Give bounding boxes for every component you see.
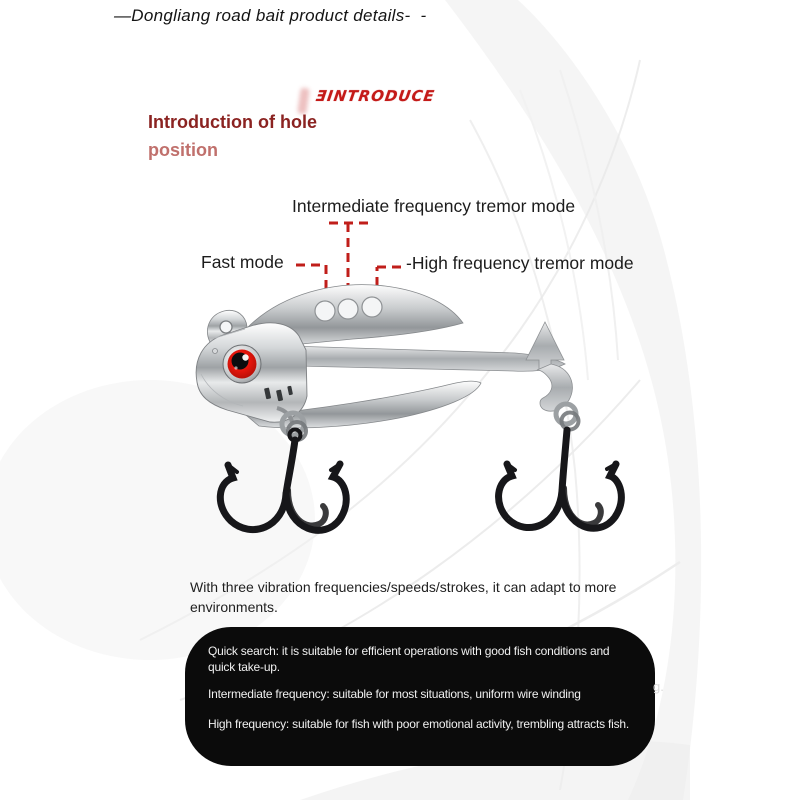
- info-item-quick-search: Quick search: it is suitable for efficient operations with good fish conditions and quick take-up.: [208, 644, 610, 674]
- introduce-badge: ƎINTRODUCE: [314, 87, 437, 105]
- lure-middle-blade: [286, 346, 565, 371]
- fishing-lure-image: [185, 278, 635, 588]
- rear-treble-hook: [499, 430, 622, 528]
- lure-hole-intermediate: [338, 299, 358, 319]
- callout-high-label: -High frequency tremor mode: [406, 253, 634, 273]
- lure-screw: [213, 349, 218, 354]
- lure-eye-glint: [242, 354, 248, 360]
- lure-eye-glint-small: [234, 366, 237, 369]
- callout-intermediate-label: Intermediate frequency tremor mode: [292, 196, 576, 216]
- overflow-text-fragment: g.: [653, 679, 664, 694]
- info-item-intermediate-frequency: Intermediate frequency: suitable for most situations, uniform wire winding: [208, 686, 581, 701]
- lure-hole-high: [362, 297, 382, 317]
- front-treble-hook: [220, 430, 346, 531]
- lure-line-tie-hole: [220, 321, 232, 333]
- heading-line2: position: [148, 140, 218, 160]
- caption-text: With three vibration frequencies/speeds/strokes, it can adapt to more environments.: [190, 579, 617, 616]
- lure-hole-fast: [315, 301, 335, 321]
- heading-line1: Introduction of hole: [148, 112, 317, 132]
- callout-fast-label: Fast mode: [201, 252, 284, 272]
- info-box: [185, 627, 655, 766]
- info-item-high-frequency: High frequency: suitable for fish with poor emotional activity, trembling attracts fish.: [208, 717, 630, 732]
- section-heading: [148, 108, 317, 164]
- page-title: —Dongliang road bait product details- -: [114, 6, 427, 25]
